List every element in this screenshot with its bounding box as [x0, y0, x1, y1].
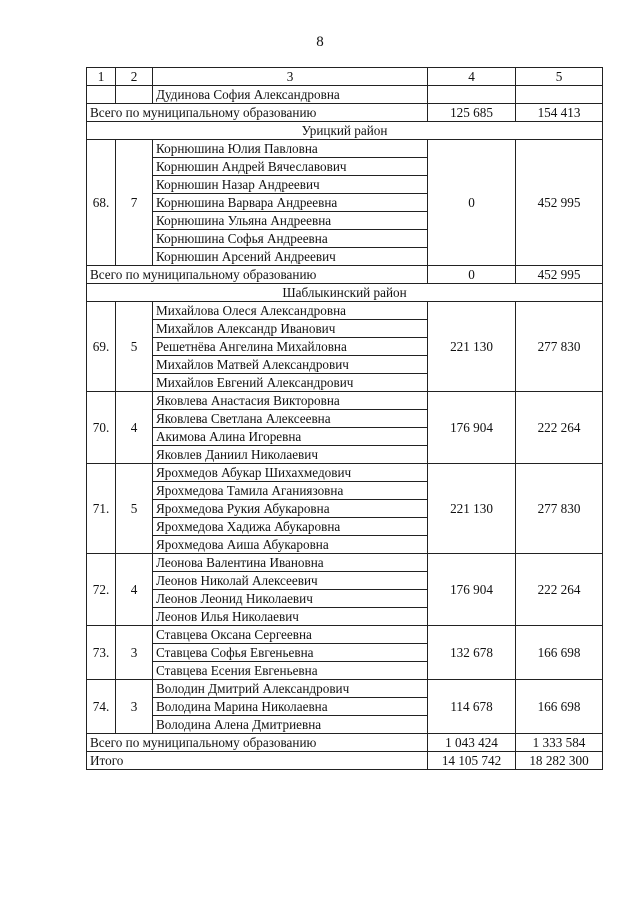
column-header: 3: [153, 68, 428, 86]
amount-col5: 222 264: [516, 554, 603, 626]
amount-col4: 132 678: [428, 626, 516, 680]
family-size: 5: [116, 464, 153, 554]
member-name: Корнюшина Софья Андреевна: [153, 230, 428, 248]
district-name: Урицкий район: [87, 122, 603, 140]
subtotal-col5: 452 995: [516, 266, 603, 284]
member-name: Корнюшин Арсений Андреевич: [153, 248, 428, 266]
member-name: Ярохмедова Тамила Аганиязовна: [153, 482, 428, 500]
family-member-row: [87, 302, 603, 320]
row-number: 71.: [87, 464, 116, 554]
amount-col4: 221 130: [428, 464, 516, 554]
member-name: Леонов Николай Алексеевич: [153, 572, 428, 590]
amount-col5: 222 264: [516, 392, 603, 464]
header-row: [87, 68, 603, 86]
column-header: 2: [116, 68, 153, 86]
family-size: 3: [116, 680, 153, 734]
subtotal-label: Всего по муниципальному образованию: [87, 734, 428, 752]
amount-col5: 277 830: [516, 302, 603, 392]
row-number: 69.: [87, 302, 116, 392]
member-name: Леонов Леонид Николаевич: [153, 590, 428, 608]
subtotal-col4: 125 685: [428, 104, 516, 122]
subtotal-row: [87, 266, 603, 284]
family-member-row: [87, 554, 603, 572]
member-name: Михайлова Олеся Александровна: [153, 302, 428, 320]
member-name: Корнюшина Ульяна Андреевна: [153, 212, 428, 230]
column-header: 5: [516, 68, 603, 86]
member-name: Леонов Илья Николаевич: [153, 608, 428, 626]
subtotal-label: Всего по муниципальному образованию: [87, 104, 428, 122]
column-header: 4: [428, 68, 516, 86]
row-number: 72.: [87, 554, 116, 626]
member-name: Володина Алена Дмитриевна: [153, 716, 428, 734]
member-name: Яковлев Даниил Николаевич: [153, 446, 428, 464]
member-name: Володин Дмитрий Александрович: [153, 680, 428, 698]
page-number: 8: [316, 34, 324, 50]
subtotal-label: Всего по муниципальному образованию: [87, 266, 428, 284]
member-name: Яковлева Анастасия Викторовна: [153, 392, 428, 410]
family-size: 7: [116, 140, 153, 266]
amount-col4: 0: [428, 140, 516, 266]
total-row: [87, 752, 603, 770]
member-name: Ставцева Оксана Сергеевна: [153, 626, 428, 644]
member-name: Ярохмедова Хадижа Абукаровна: [153, 518, 428, 536]
family-size: 3: [116, 626, 153, 680]
member-name: Ярохмедова Аиша Абукаровна: [153, 536, 428, 554]
district-row: [87, 284, 603, 302]
amount-col5: 452 995: [516, 140, 603, 266]
row-number: 73.: [87, 626, 116, 680]
member-name: Решетнёва Ангелина Михайловна: [153, 338, 428, 356]
member-name: Корнюшин Андрей Вячеславович: [153, 158, 428, 176]
family-size: 4: [116, 554, 153, 626]
subtotal-col5: 154 413: [516, 104, 603, 122]
total-col4: 14 105 742: [428, 752, 516, 770]
member-name: Михайлов Евгений Александрович: [153, 374, 428, 392]
amount-col5: 166 698: [516, 680, 603, 734]
carryover-row: [87, 86, 603, 104]
subtotal-col4: 1 043 424: [428, 734, 516, 752]
family-member-row: [87, 464, 603, 482]
amount-col4: 176 904: [428, 554, 516, 626]
empty-cell: [428, 86, 516, 104]
amount-col5: 277 830: [516, 464, 603, 554]
total-label: Итого: [87, 752, 428, 770]
row-number: 70.: [87, 392, 116, 464]
beneficiaries-table: [86, 67, 603, 770]
family-member-row: [87, 392, 603, 410]
member-name: Михайлов Александр Иванович: [153, 320, 428, 338]
member-name: Корнюшин Назар Андреевич: [153, 176, 428, 194]
subtotal-col4: 0: [428, 266, 516, 284]
amount-col4: 221 130: [428, 302, 516, 392]
row-number: 74.: [87, 680, 116, 734]
member-name: Ярохмедова Рукия Абукаровна: [153, 500, 428, 518]
member-name: Володина Марина Николаевна: [153, 698, 428, 716]
member-name: Корнюшина Юлия Павловна: [153, 140, 428, 158]
family-size: 5: [116, 302, 153, 392]
member-name: Ставцева Есения Евгеньевна: [153, 662, 428, 680]
row-number: 68.: [87, 140, 116, 266]
family-member-row: [87, 680, 603, 698]
member-name: Яковлева Светлана Алексеевна: [153, 410, 428, 428]
family-member-row: [87, 140, 603, 158]
member-name: Леонова Валентина Ивановна: [153, 554, 428, 572]
district-row: [87, 122, 603, 140]
empty-cell: [116, 86, 153, 104]
total-col5: 18 282 300: [516, 752, 603, 770]
subtotal-col5: 1 333 584: [516, 734, 603, 752]
empty-cell: [516, 86, 603, 104]
member-name: Ярохмедов Абукар Шихахмедович: [153, 464, 428, 482]
member-name: Ставцева Софья Евгеньевна: [153, 644, 428, 662]
subtotal-row: [87, 734, 603, 752]
member-name: Михайлов Матвей Александрович: [153, 356, 428, 374]
district-name: Шаблыкинский район: [87, 284, 603, 302]
amount-col4: 114 678: [428, 680, 516, 734]
empty-cell: [87, 86, 116, 104]
subtotal-row: [87, 104, 603, 122]
member-name: Дудинова София Александровна: [153, 86, 428, 104]
column-header: 1: [87, 68, 116, 86]
member-name: Корнюшина Варвара Андреевна: [153, 194, 428, 212]
amount-col4: 176 904: [428, 392, 516, 464]
family-size: 4: [116, 392, 153, 464]
family-member-row: [87, 626, 603, 644]
amount-col5: 166 698: [516, 626, 603, 680]
member-name: Акимова Алина Игоревна: [153, 428, 428, 446]
